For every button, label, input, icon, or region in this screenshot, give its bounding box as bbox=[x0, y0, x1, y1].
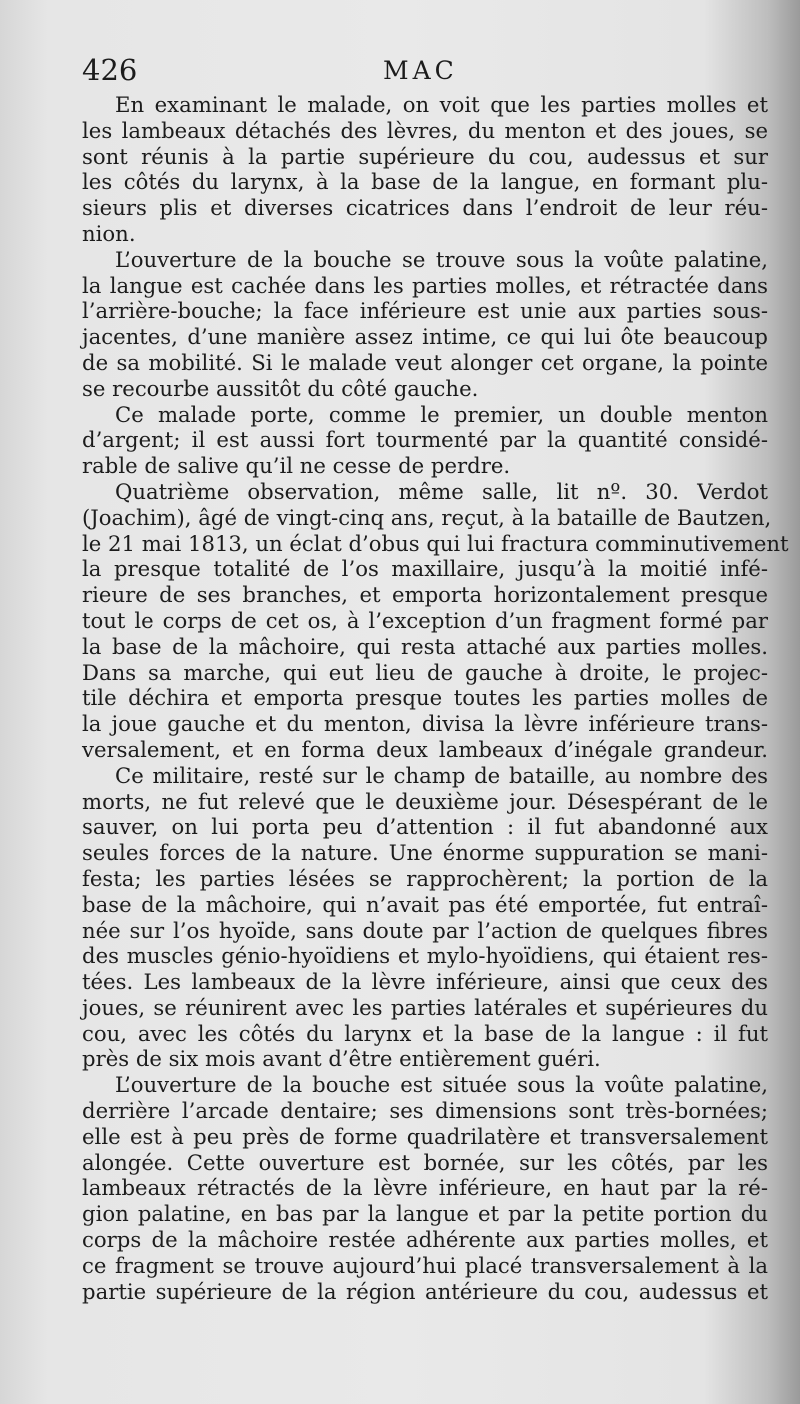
text-line: tout le corps de cet os, à l’exception d’un fragment formé par bbox=[82, 607, 768, 633]
text-line: versalement, et en forma deux lambeaux d’inégale grandeur. bbox=[82, 736, 768, 762]
text-line: joues, se réunirent avec les parties latérales et supérieures du bbox=[82, 994, 768, 1020]
text-line: En examinant le malade, on voit que les parties molles et bbox=[115, 92, 768, 117]
body-text bbox=[82, 92, 789, 1304]
running-head: MAC bbox=[383, 56, 458, 85]
text-line: Quatrième observation, même salle, lit nº. 30. Verdot bbox=[115, 478, 768, 504]
text-line: base de la mâchoire, qui n’avait pas été emportée, fut entraî- bbox=[82, 891, 768, 917]
text-line: nion. bbox=[82, 220, 136, 246]
text-line: Ce militaire, resté sur le champ de bataille, au nombre des bbox=[115, 762, 768, 788]
text-line: se recourbe aussitôt du côté gauche. bbox=[82, 375, 479, 401]
text-line: cou, avec les côtés du larynx et la base de la langue : il fut bbox=[82, 1020, 768, 1046]
text-line: L’ouverture de la bouche se trouve sous la voûte palatine, bbox=[115, 246, 768, 272]
text-line: ce fragment se trouve aujourd’hui placé transversalement à la bbox=[82, 1252, 768, 1278]
page-number: 426 bbox=[82, 53, 138, 87]
text-line: la joue gauche et du menton, divisa la lèvre inférieure trans- bbox=[82, 711, 768, 737]
text-line: d’argent; il est aussi fort tourmenté par la quantité considé- bbox=[82, 427, 768, 453]
text-line: rable de salive qu’il ne cesse de perdre. bbox=[82, 453, 511, 479]
text-line: rieure de ses branches, et emporta horizontalement presque bbox=[82, 582, 768, 608]
text-line: née sur l’os hyoïde, sans doute par l’action de quelques fibres bbox=[82, 917, 768, 943]
text-line: seules forces de la nature. Une énorme suppuration se mani- bbox=[82, 840, 768, 866]
text-line: gion palatine, en bas par la langue et par la petite portion du bbox=[82, 1201, 768, 1227]
text-line: corps de la mâchoire restée adhérente aux parties molles, et bbox=[82, 1227, 768, 1253]
text-line: derrière l’arcade dentaire; ses dimensions sont très-bornées; bbox=[82, 1098, 768, 1124]
text-line: la presque totalité de l’os maxillaire, jusqu’à la moitié infé- bbox=[82, 556, 768, 582]
text-line: festa; les parties lésées se rapprochèrent; la portion de la bbox=[82, 865, 768, 891]
text-line: des muscles génio-hyoïdiens et mylo-hyoïdiens, qui étaient res- bbox=[82, 943, 768, 969]
text-line: les lambeaux détachés des lèvres, du menton et des joues, se bbox=[82, 117, 768, 143]
text-line: le 21 mai 1813, un éclat d’obus qui lui fractura comminutivement bbox=[82, 530, 789, 556]
text-line: elle est à peu près de forme quadrilatère et transversalement bbox=[82, 1123, 768, 1149]
text-line: tées. Les lambeaux de la lèvre inférieure, ainsi que ceux des bbox=[82, 969, 768, 995]
text-line: sieurs plis et diverses cicatrices dans l’endroit de leur réu- bbox=[82, 195, 768, 221]
text-line: Ce malade porte, comme le premier, un double menton bbox=[115, 401, 768, 427]
text-line: lambeaux rétractés de la lèvre inférieure, en haut par la ré- bbox=[82, 1175, 768, 1201]
text-line: alongée. Cette ouverture est bornée, sur les côtés, par les bbox=[82, 1149, 768, 1175]
text-line: la langue est cachée dans les parties molles, et rétractée dans bbox=[82, 272, 768, 298]
text-line: morts, ne fut relevé que le deuxième jour. Désespérant de le bbox=[82, 788, 768, 814]
text-line: près de six mois avant d’être entièrement guéri. bbox=[82, 1046, 601, 1072]
text-line: les côtés du larynx, à la base de la langue, en formant plu- bbox=[82, 169, 768, 195]
text-line: la base de la mâchoire, qui resta attaché aux parties molles. bbox=[82, 633, 768, 659]
text-line: Dans sa marche, qui eut lieu de gauche à droite, le projec- bbox=[82, 659, 768, 685]
text-line: l’arrière-bouche; la face inférieure est unie aux parties sous- bbox=[82, 298, 768, 324]
text-line: sauver, on lui porta peu d’attention : il fut abandonné aux bbox=[82, 814, 768, 840]
text-line: de sa mobilité. Si le malade veut alonger cet organe, la pointe bbox=[82, 349, 768, 375]
text-line: jacentes, d’une manière assez intime, ce qui lui ôte beaucoup bbox=[82, 324, 768, 350]
text-line: sont réunis à la partie supérieure du cou, audessus et sur bbox=[82, 143, 768, 169]
text-line: L’ouverture de la bouche est située sous la voûte palatine, bbox=[115, 1072, 768, 1098]
text-line: partie supérieure de la région antérieure du cou, audessus et bbox=[82, 1278, 768, 1304]
text-line: tile déchira et emporta presque toutes les parties molles de bbox=[82, 685, 768, 711]
text-line: (Joachim), âgé de vingt-cinq ans, reçut, à la bataille de Bautzen, bbox=[82, 504, 772, 530]
